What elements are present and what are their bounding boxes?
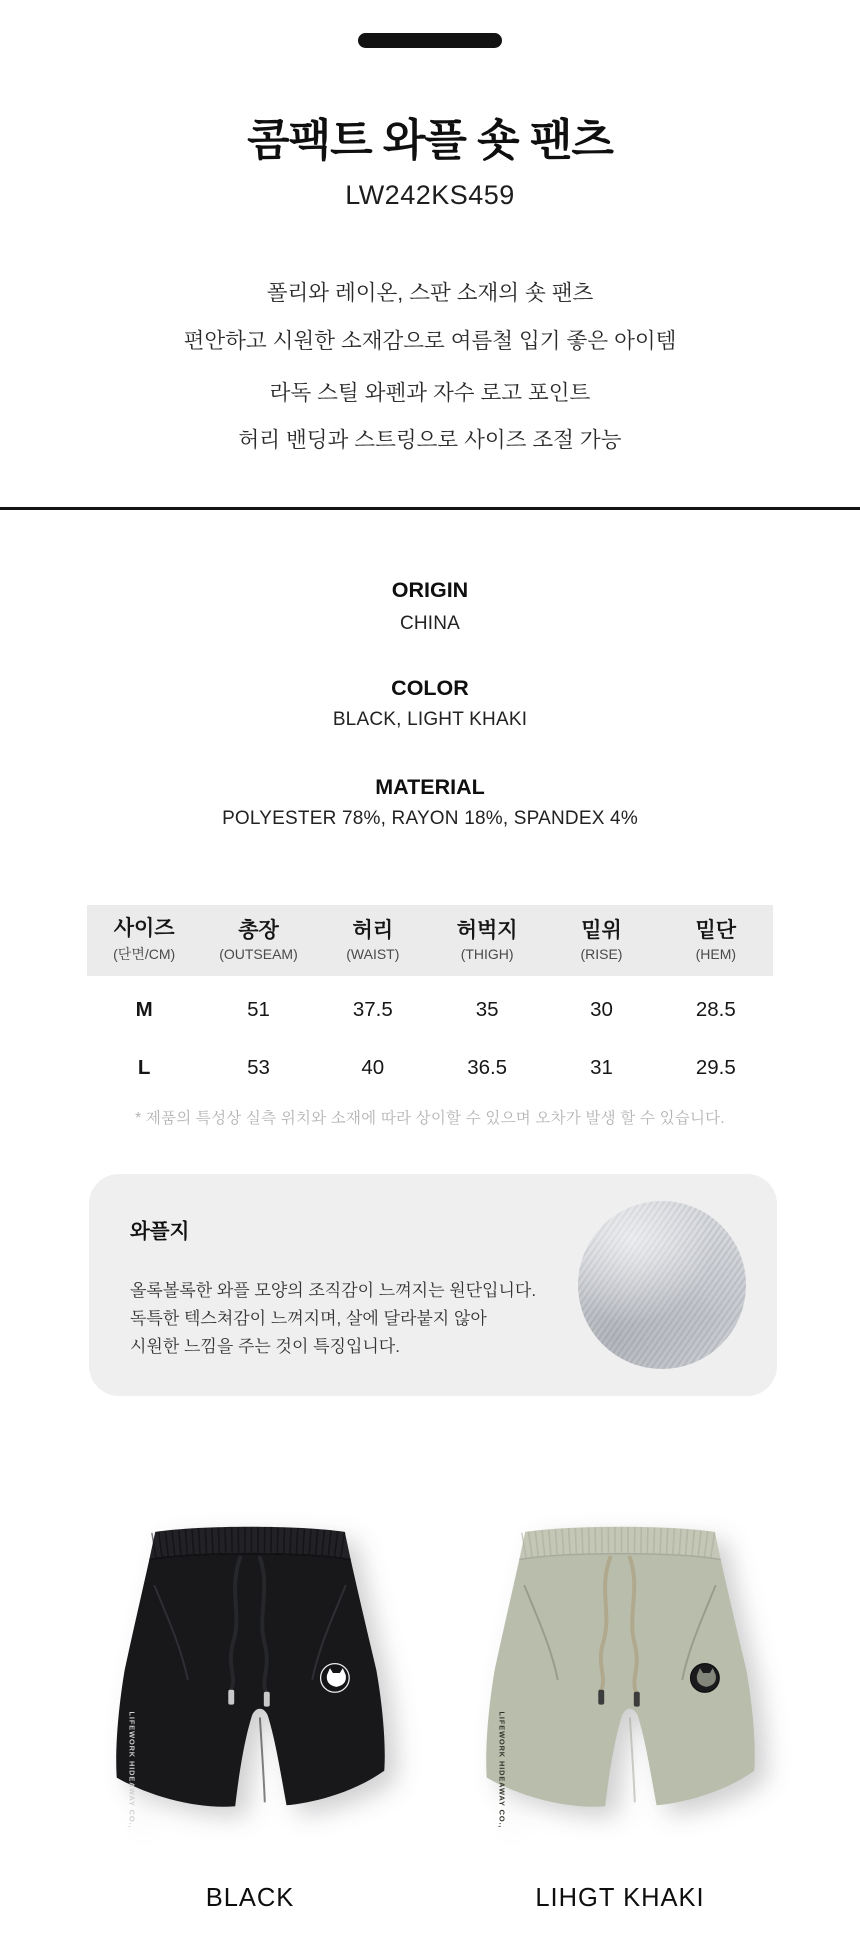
center-seam	[260, 1717, 265, 1802]
description-line: 허리 밴딩과 스트링으로 사이즈 조절 가능	[238, 428, 622, 452]
side-brand-text: LIFEWORK HIDEAWAY CO., LTD	[127, 1711, 137, 1828]
material-heading: MATERIAL	[375, 775, 485, 799]
section-divider	[0, 507, 860, 510]
table-row: L 53 40 36.5 31 29.5	[137, 1056, 736, 1079]
size-table-header-row	[87, 905, 773, 976]
product-title: 콤팩트 와플 숏 팬츠	[247, 116, 613, 165]
size-table-header: 허리 (WAIST)	[346, 918, 400, 963]
top-accent-bar	[358, 33, 502, 48]
drawstring-aglet	[634, 1692, 640, 1707]
fabric-info-card	[89, 1174, 777, 1396]
size-table	[87, 905, 773, 1097]
drawstring-aglet	[264, 1692, 270, 1707]
center-seam	[630, 1717, 635, 1802]
size-table-header: 밑단 (HEM)	[695, 918, 737, 963]
size-table-header: 밑위 (RISE)	[580, 918, 623, 963]
size-table-header: 총장 (OUTSEAM)	[219, 918, 298, 963]
drawstring-aglet	[598, 1690, 604, 1705]
origin-value: CHINA	[399, 613, 461, 634]
product-image-khaki	[462, 1522, 778, 1828]
fabric-title: 와플지	[130, 1220, 190, 1243]
description-line: 폴리와 레이온, 스판 소재의 숏 팬츠	[266, 281, 594, 305]
colorway-label-khaki: LIHGT KHAKI	[535, 1884, 705, 1912]
description-line: 편안하고 시원한 소재감으로 여름철 입기 좋은 아이템	[183, 329, 677, 353]
fabric-description-line: 올록볼록한 와플 모양의 조직감이 느껴지는 원단입니다.	[130, 1281, 537, 1300]
drawstring-aglet	[228, 1690, 234, 1705]
fabric-description-line: 독특한 텍스쳐감이 느껴지며, 살에 달라붙지 않아	[130, 1309, 487, 1328]
colorway-label-black: BLACK	[205, 1884, 295, 1912]
table-row: M 51 37.5 35 30 28.5	[135, 998, 736, 1021]
measurement-disclaimer: * 제품의 특성상 실측 위치와 소재에 따라 상이할 수 있으며 오차가 발생 할 수 있습니다.	[135, 1110, 725, 1127]
size-table-header: 사이즈 (단면/CM)	[113, 916, 176, 963]
color-value: BLACK, LIGHT KHAKI	[332, 709, 528, 730]
product-image-black	[92, 1522, 408, 1828]
fabric-swatch-image	[578, 1201, 746, 1369]
size-table-header: 허벅지 (THIGH)	[456, 918, 518, 963]
origin-heading: ORIGIN	[391, 578, 469, 602]
fabric-description-line: 시원한 느낌을 주는 것이 특징입니다.	[130, 1337, 400, 1356]
description-line: 라독 스틸 와펜과 자수 로고 포인트	[269, 381, 591, 405]
side-brand-text: LIFEWORK HIDEAWAY CO., LTD	[497, 1711, 507, 1828]
product-code: LW242KS459	[345, 180, 515, 210]
color-heading: COLOR	[391, 676, 469, 700]
material-value: POLYESTER 78%, RAYON 18%, SPANDEX 4%	[222, 808, 638, 829]
